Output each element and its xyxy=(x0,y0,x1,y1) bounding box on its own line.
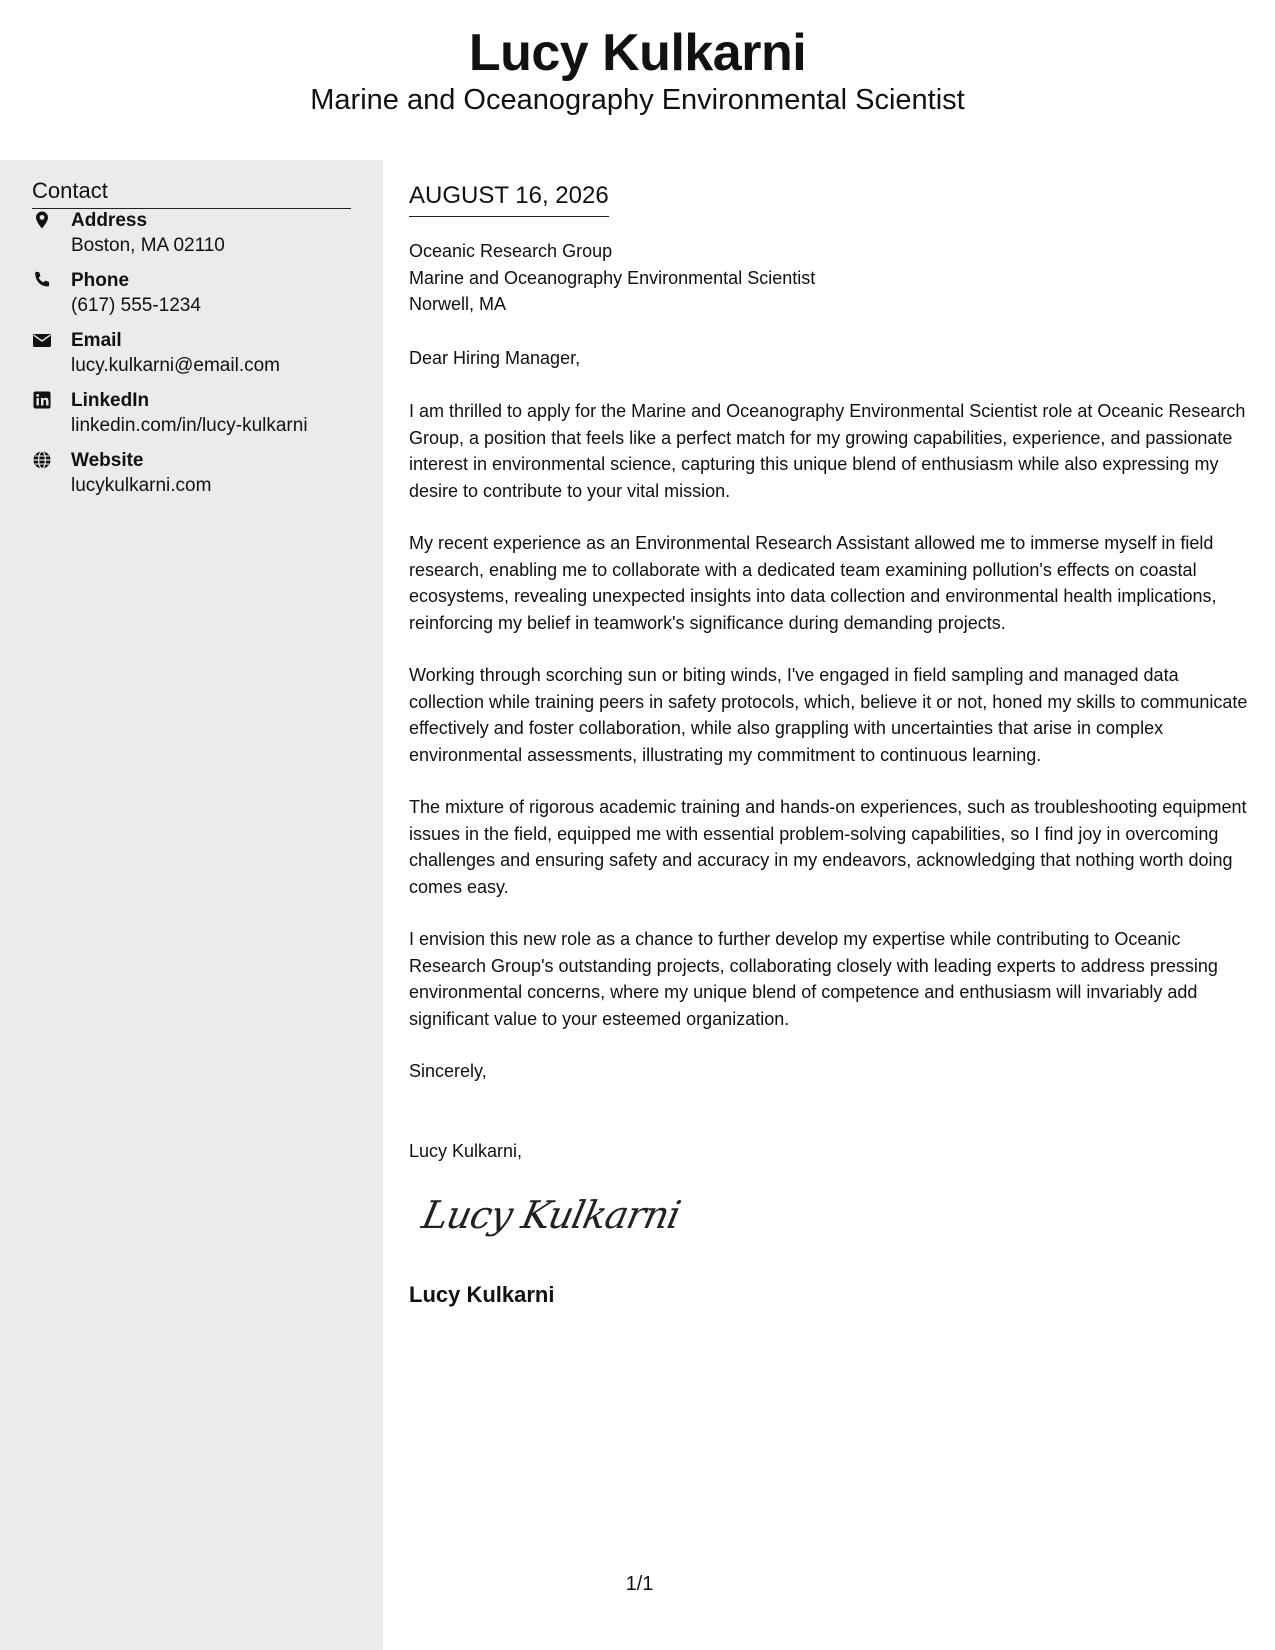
applicant-title: Marine and Oceanography Environmental Scientist xyxy=(310,84,965,116)
letter-paragraph: My recent experience as an Environmental Research Assistant allowed me to immerse myself in field research, enabling me to collaborate with a dedicated team examining pollution's effects on coastal ecosystems, revealing unexpected insights into data collection and environmental health implications, reinforcing my belief in teamwork's significance during demanding projects. xyxy=(409,533,1217,633)
recipient-location: Norwell, MA xyxy=(409,294,507,314)
letter-paragraph: The mixture of rigorous academic training and hands-on experiences, such as troubleshooting equipment issues in the field, equipped me with essential problem-solving capabilities, so I find joy in overcoming challenges and ensuring safety and accuracy in my endeavors, acknowledging that nothing worth doing comes easy. xyxy=(409,797,1247,897)
page-number xyxy=(0,1570,1275,1598)
letter-paragraph: I envision this new role as a chance to further develop my expertise while contributing to Oceanic Research Group's outstanding projects, collaborating closely with leading experts to address pressing environmental concerns, where my unique blend of competence and enthusiasm will invariably add significant value to your esteemed organization. xyxy=(409,929,1218,1029)
contact-label: Website xyxy=(71,450,144,471)
linkedin-icon xyxy=(32,390,54,412)
contact-label: Phone xyxy=(71,270,130,291)
globe-icon xyxy=(32,450,54,472)
signer-name: Lucy Kulkarni xyxy=(409,1282,555,1307)
letter-paragraph: I am thrilled to apply for the Marine and Oceanography Environmental Scientist role at Oceanic Research Group, a position that feels like a perfect match for my growing capabilities, experience, and passionate interest in environmental science, capturing this unique blend of enthusiasm while also expressing my desire to contribute to your vital mission. xyxy=(409,401,1246,501)
contact-heading: Contact xyxy=(32,176,351,209)
handwritten-signature: Lucy Kulkarni xyxy=(418,1193,684,1237)
letter-date: AUGUST 16, 2026 xyxy=(409,180,609,217)
contact-value: Boston, MA 02110 xyxy=(71,235,225,256)
sign-off-name: Lucy Kulkarni, xyxy=(409,1141,523,1161)
contact-label: Email xyxy=(71,330,122,351)
contact-sidebar xyxy=(0,160,383,1650)
page-number-text: 1/1 xyxy=(625,1573,654,1595)
contact-value: lucykulkarni.com xyxy=(71,475,212,496)
recipient-company: Oceanic Research Group xyxy=(409,241,613,261)
contact-label: Address xyxy=(71,210,148,231)
salutation: Dear Hiring Manager, xyxy=(409,348,581,368)
location-pin-icon xyxy=(32,210,54,232)
phone-icon xyxy=(32,270,54,292)
contact-label: LinkedIn xyxy=(71,390,150,411)
letter-header xyxy=(0,0,1275,160)
envelope-icon xyxy=(32,330,54,352)
letter-closing: Sincerely, xyxy=(409,1061,487,1081)
contact-value: (617) 555-1234 xyxy=(71,295,201,316)
letter-paragraph: Working through scorching sun or biting winds, I've engaged in field sampling and managed data collection while training peers in safety protocols, which, believe it or not, honed my skills to communicate effectively and foster collaboration, while also grappling with uncertainties that arise in complex environmental assessments, illustrating my commitment to continuous learning. xyxy=(409,665,1248,765)
applicant-name: Lucy Kulkarni xyxy=(468,24,807,82)
contact-value: lucy.kulkarni@email.com xyxy=(71,355,280,376)
recipient-block xyxy=(409,238,815,318)
contact-value: linkedin.com/in/lucy-kulkarni xyxy=(71,415,308,436)
recipient-position: Marine and Oceanography Environmental Scientist xyxy=(409,267,816,288)
